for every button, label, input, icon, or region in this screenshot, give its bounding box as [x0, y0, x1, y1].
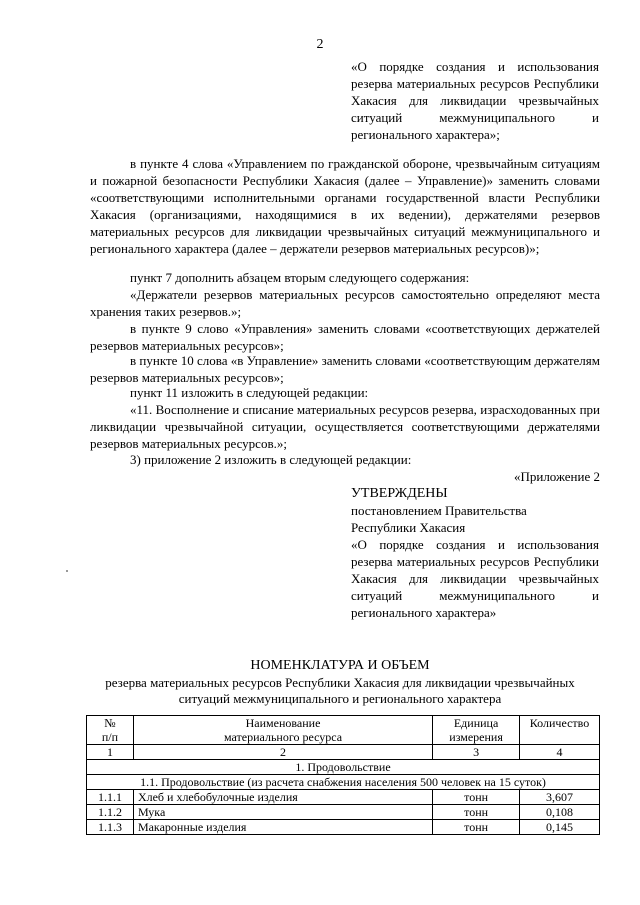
header-num-line-1: №: [104, 716, 116, 730]
section-title: 1. Продовольствие: [87, 760, 600, 775]
header-name: [133, 716, 432, 745]
header-name-line-2: материального ресурса: [224, 730, 343, 744]
paragraph-7: «11. Восполнение и списание материальных ресурсов резерва, израсходованных при ликвидации чрезвычайной ситуации, осуществляется соответствующими держателями резервов материальных ресурсов.»;: [90, 402, 600, 451]
paragraph-8: 3) приложение 2 изложить в следующей редакции:: [130, 452, 412, 467]
appendix-label: «Приложение 2: [513, 469, 600, 484]
paragraph-2: пункт 7 дополнить абзацем вторым следующего содержания:: [130, 270, 470, 285]
row-name: Мука: [133, 805, 432, 820]
row-name: Макаронные изделия: [133, 820, 432, 835]
scan-mark: [66, 570, 68, 572]
row-num: 1.1.1: [87, 790, 134, 805]
col-number-4: 4: [520, 745, 600, 760]
subsection-title: 1.1. Продовольствие (из расчета снабжения населения 500 человек на 15 суток): [87, 775, 600, 790]
approval-line-1: постановлением Правительства: [351, 503, 527, 518]
header-name-line-1: Наименование: [245, 716, 321, 730]
page-number: 2: [316, 37, 324, 52]
row-unit: тонн: [433, 790, 520, 805]
row-qty: 0,108: [520, 805, 600, 820]
paragraph-3: «Держатели резервов материальных ресурсов самостоятельно определяют места хранения таких резервов.»;: [90, 287, 600, 319]
row-qty: 0,145: [520, 820, 600, 835]
approval-title: УТВЕРЖДЕНЫ: [351, 486, 448, 501]
paragraph-1: в пункте 4 слова «Управлением по гражданской обороне, чрезвычайным ситуациям и пожарной безопасности Республики Хакасия (далее – Управление)» заменить словами «соответствующими исполнительными органами государственной власти Республики Хакасия (организациями, находящимися в их ведении), держателями резервов материальных ресурсов для ликвидации чрезвычайных ситуаций межмуниципального и регионального характера (далее – держатели резервов материальных ресурсов)»;: [90, 156, 600, 256]
section-row: [87, 760, 600, 775]
approval-line-2: Республики Хакасия: [351, 520, 466, 535]
row-num: 1.1.3: [87, 820, 134, 835]
paragraph-5: в пункте 10 слова «в Управление» заменить словами «соответствующим держателям резервов материальных ресурсов»;: [90, 353, 600, 385]
col-number-3: 3: [433, 745, 520, 760]
doc-title: НОМЕНКЛАТУРА И ОБЪЕМ: [250, 658, 430, 673]
doc-subtitle-1: резерва материальных ресурсов Республики Хакасия для ликвидации чрезвычайных: [105, 675, 575, 690]
row-unit: тонн: [433, 820, 520, 835]
header-unit-line-2: измерения: [449, 730, 503, 744]
doc-subtitle-2: ситуаций межмуниципального и регионального характера: [178, 691, 502, 706]
row-qty: 3,607: [520, 790, 600, 805]
subsection-row: [87, 775, 600, 790]
column-number-row: [87, 745, 600, 760]
header-num: [87, 716, 134, 745]
quote-block: «О порядке создания и использования резерва материальных ресурсов Республики Хакасия для ликвидации чрезвычайных ситуаций межмуниципального и регионального характера»;: [351, 59, 599, 142]
header-num-line-2: п/п: [101, 730, 119, 744]
table-row: [87, 805, 600, 820]
approval-text: «О порядке создания и использования резерва материальных ресурсов Республики Хакасия для ликвидации чрезвычайных ситуаций межмуниципального и регионального характера»: [351, 537, 599, 620]
paragraph-6: пункт 11 изложить в следующей редакции:: [130, 385, 369, 400]
header-unit: [433, 716, 520, 745]
row-unit: тонн: [433, 805, 520, 820]
row-num: 1.1.2: [87, 805, 134, 820]
col-number-1: 1: [87, 745, 134, 760]
header-row: [87, 716, 600, 745]
nomenclature-table: [86, 715, 600, 835]
table-row: [87, 790, 600, 805]
table-row: [87, 820, 600, 835]
header-unit-line-1: Единица: [453, 716, 499, 730]
header-qty: Количество: [520, 716, 600, 745]
col-number-2: 2: [133, 745, 432, 760]
row-name: Хлеб и хлебобулочные изделия: [133, 790, 432, 805]
paragraph-4: в пункте 9 слово «Управления» заменить словами «соответствующих держателей резервов материальных ресурсов»;: [90, 321, 600, 353]
